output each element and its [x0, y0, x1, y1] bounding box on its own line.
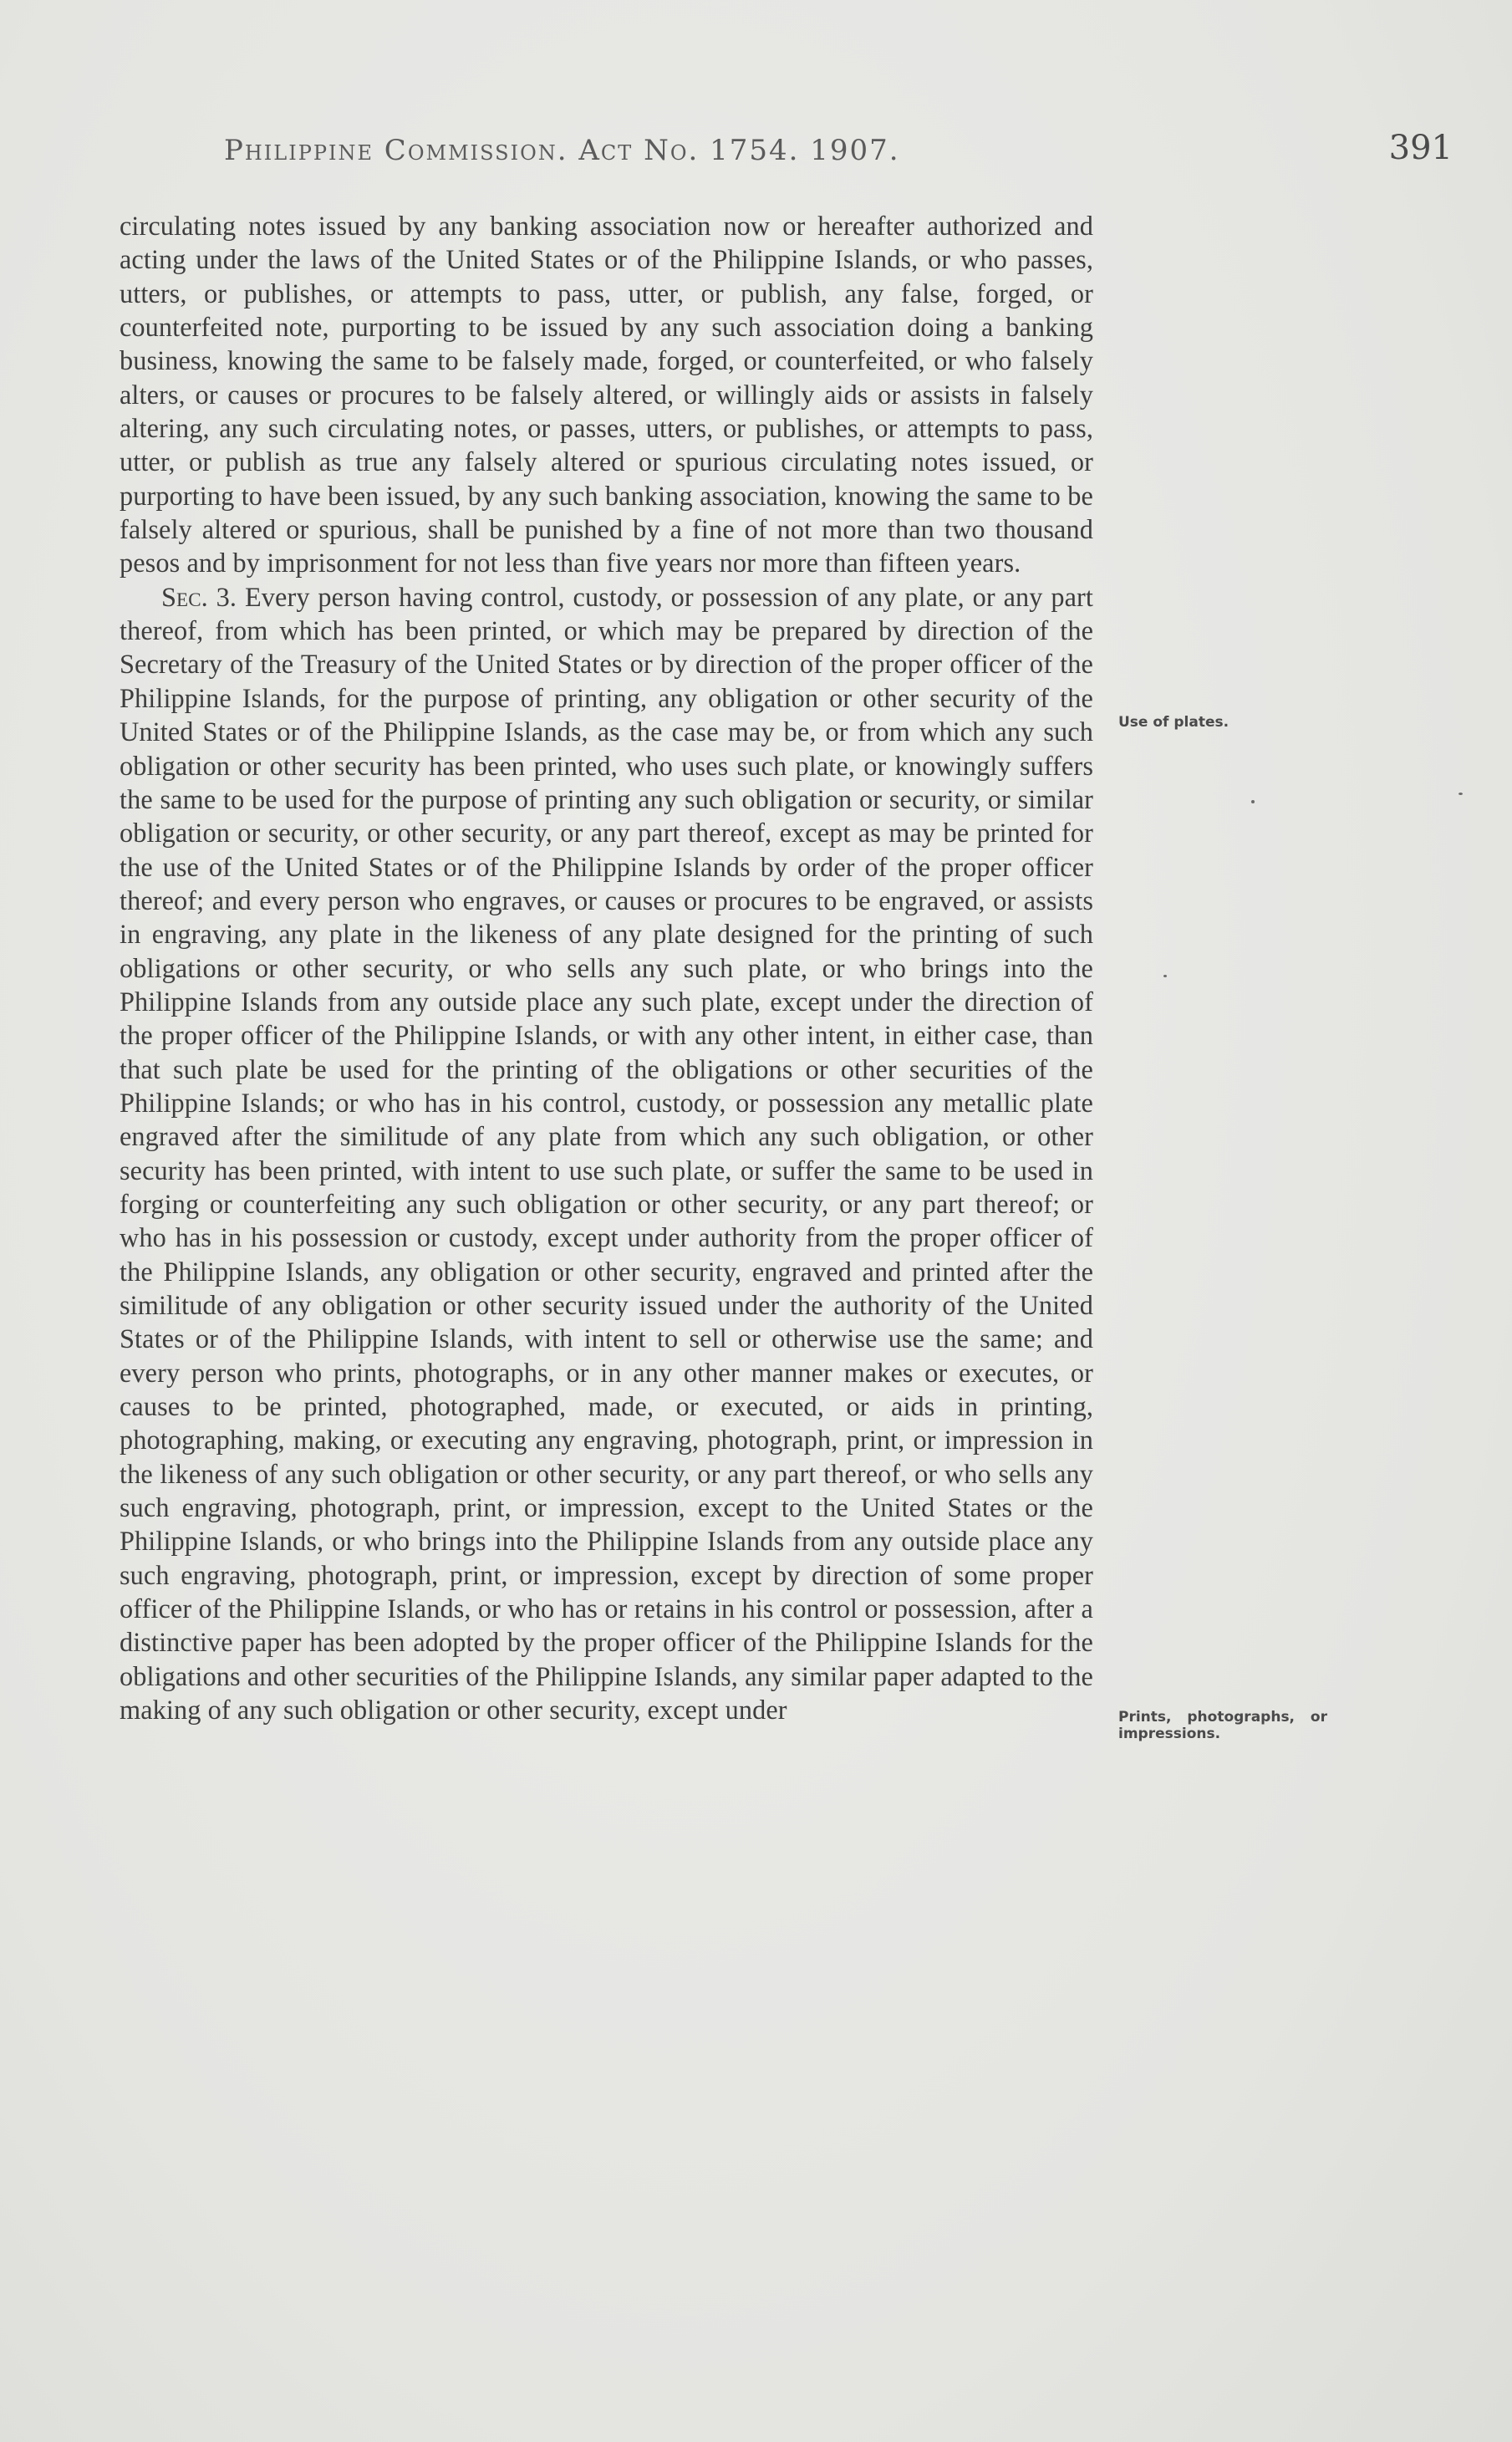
section-label: Sec. 3. [161, 581, 237, 612]
paper-speck [1251, 800, 1255, 803]
section-3-paragraph [120, 580, 1093, 1727]
running-head: Philippine Commission. Act No. 1754. 1907. [224, 134, 900, 167]
margin-note-prints: Prints, photographs, or impressions. [1118, 1709, 1327, 1742]
margin-note-use-of-plates: Use of plates. [1118, 714, 1229, 731]
page-number: 391 [1388, 129, 1453, 167]
paragraph-continued: circulating notes issued by any banking association now or hereafter authorized and acting under the laws of the United States or of the Philippine Islands, or who passes, utters, or publishes, or attempts to pass, utter, or publish, any false, forged, or counterfeited note, purporting to be issued by any such association doing a banking business, knowing the same to be falsely made, forged, or counterfeited, or who falsely alters, or causes or procures to be falsely altered, or willingly aids or assists in falsely altering, any such circulating notes, or passes, utters, or publishes, or attempts to pass, utter, or publish as true any falsely altered or spurious circulating notes issued, or purporting to have been issued, by any such banking association, knowing the same to be falsely altered or spurious, shall be punished by a fine of not more than two thousand pesos and by imprisonment for not less than five years nor more than fifteen years. [120, 211, 1093, 579]
paper-speck [1459, 793, 1463, 795]
body-text [120, 209, 1093, 1726]
section-3-text: Every person having control, custody, or possession of any plate, or any part thereof, from which has been printed, or which may be prepared by direction of the Secretary of the Treasury of the United States or by direction of the proper officer of the Philippine Islands, for the purpose of printing, any obligation or other security of the United States or of the Philippine Islands, as the case may be, or from which any such obligation or other security has been printed, who uses such plate, or knowingly suffers the same to be used for the purpose of printing any such obligation or security, or similar obligation or security, or other security, or any part thereof, except as may be printed for the use of the United States or of the Philippine Islands by order of the proper officer thereof; and every person who engraves, or causes or procures to be engraved, or assists in engraving, any plate in the likeness of any plate designed for the printing of such obligations or other security, or who sells any such plate, or who brings into the Philippine Islands from any outside place any such plate, except under the direction of the proper officer of the Philippine Islands, or with any other intent, in either case, than that such plate be used for the printing of the obligations or other securities of the Philippine Islands; or who has in his control, custody, or possession any metallic plate engraved after the similitude of any plate from which any such obligation, or other security has been printed, with intent to use such plate, or suffer the same to be used in forging or counterfeiting any such obligation or other security, or any part thereof; or who has in his possession or custody, except under authority from the proper officer of the Philippine Islands, any obligation or other security, engraved and printed after the similitude of any obligation or other security issued under the authority of the United States or of the Philippine Islands, with intent to sell or otherwise use the same; and every person who prints, photographs, or in any other manner makes or executes, or causes to be printed, photographed, made, or executed, or aids in printing, photographing, making, or executing any engraving, photograph, print, or impression in the likeness of any such obligation or other security, or any part thereof, or who sells any such engraving, photograph, print, or impression, except to the United States or the Philippine Islands, or who brings into the Philippine Islands from any outside place any such engraving, photograph, print, or impression, except by direction of some proper officer of the Philippine Islands, or who has or retains in his control or possession, after a distinctive paper has been adopted by the proper officer of the Philippine Islands for the obligations and other securities of the Philippine Islands, any similar paper adapted to the making of any such obligation or other security, except under [120, 581, 1093, 1726]
paper-speck [1163, 975, 1167, 977]
page-header [224, 129, 1453, 176]
